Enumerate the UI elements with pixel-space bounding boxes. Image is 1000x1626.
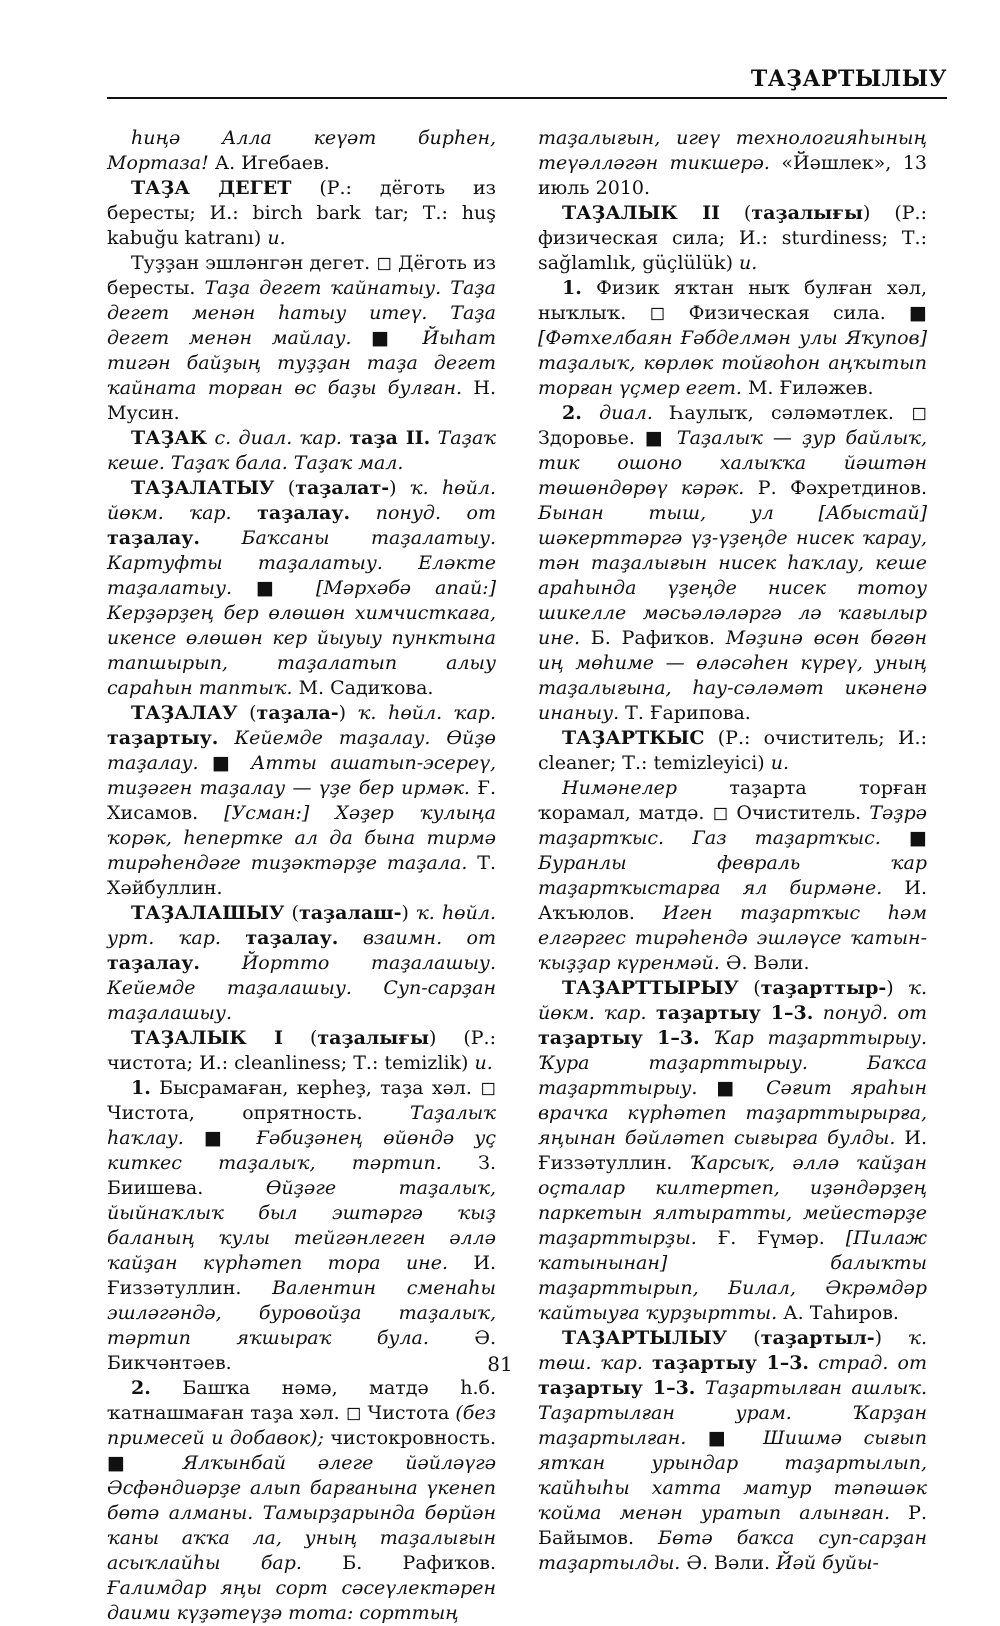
dictionary-paragraph: ТАҘА ДЕГЕТ (Р.: дёготь из бересты; И.: birch bark tar; Т.: huş kabuğu katranı) и.: [107, 177, 496, 249]
dictionary-paragraph: Нимәнелер таҙарта торған ҡорамал, матдә. ◻ Очиститель. Тәҙрә таҙартҡыс. Газ таҙартҡыс. ■ Буранлы февраль ҡар таҙартҡыстарға ял бирмәне. И. Аҡъюлов. Иген таҙартҡыс һәм елгәргес тирәһендә эшләүсе ҡатын-ҡыҙҙар күренмәй. Ә. Вәли.: [538, 777, 927, 974]
dictionary-paragraph: 1. Бысрамаған, керһеҙ, таҙа хәл. ◻ Чистота, опрятность. Таҙалыҡ һаҡлау. ■ Ғәбиҙәнең өйөндә уҫ киткес таҙалыҡ, тәртип. З. Биишева. Өйҙәге таҙалыҡ, йыйнаҡлыҡ был эштәргә ҡыҙ баланың ҡулы тейгәнлеген әллә ҡайҙан күрһәтеп тора ине. И. Ғиззәтуллин. Валентин сменаһы эшләгәндә, буровойҙа таҙалыҡ, тәртип яҡшыраҡ була. Ә. Бикчәнтәев.: [107, 1077, 497, 1374]
running-head: ТАҘАРТЫЛЫУ: [750, 66, 947, 92]
dictionary-paragraph: таҙалығын, игеү технологияһының теүәлләгән тикшерә. «Йәшлек», 13 июль 2010.: [538, 127, 927, 199]
dictionary-paragraph: 2. диал. Һаулыҡ, сәләмәтлек. ◻ Здоровье. ■ Таҙалыҡ — ҙур байлыҡ, тик ошоно халыҡҡа йәштән төшөндөрөү кәрәк. Р. Фәхретдинов. Бынан тыш, ул [Абыстай] шәкерттәргә үҙ-үҙеңде нисек ҡарау, тән таҙалығын нисек һаҡлау, кеше араһында үҙеңде нисек тотоу шикелле мәсьәләләргә лә ҡағылыр ине. Б. Рафиҡов. Мәҙинә өсөн бөгөн иң мөһиме — өләсәһен күреү, уның таҙалығына, һау-сәләмәт икәненә инаныу. Т. Ғарипова.: [538, 402, 928, 724]
dictionary-paragraph: Туҙҙан эшләнгән дегет. ◻ Дёготь из бересты. Таҙа дегет ҡайнатыу. Таҙа дегет менән һатыу итеү. Таҙа дегет менән майлау. ■ Йыһат тигән байҙың туҙҙан таҙа дегет ҡайната торған өс баҙы булған. Н. Мусин.: [107, 252, 497, 424]
page-number: 81: [487, 1352, 513, 1376]
dictionary-paragraph: һиңә Алла кеүәт бирһен, Мортаза! А. Игебаев.: [107, 127, 496, 174]
dictionary-paragraph: 2. Башҡа нәмә, матдә һ.б. ҡатнашмаған таҙа хәл. ◻ Чистота (без примесей и добавок); чистокровность. ■ Ялҡынбай әлеге йәйләүгә Әсфәндиәрҙе алып барғанына үкенеп бөтә алманы. Тамырҙарында бөрйән ҡаны аҡҡа ла, уның таҙалығын асыҡлайһы бар. Б. Рафиҡов. Ғалимдар яңы сорт сәсеүлектәрен даими күҙәтеүҙә тота: сорттың: [107, 1377, 497, 1624]
dictionary-paragraph: ТАҘАЛЫК II (таҙалығы) (Р.: физическая сила; И.: sturdiness; Т.: sağlamlık, güçlülük) и.: [538, 202, 928, 274]
dictionary-paragraph: 1. Физик яҡтан ныҡ булған хәл, ныҡлыҡ. ◻ Физическая сила. ■ [Фәтхелбаян Ғәбделмән улы Яҡупов] таҙалыҡ, көрлөк тойғоһон аңҡытып торған үҫмер егет. М. Ғиләжев.: [538, 277, 927, 399]
dictionary-paragraph: ТАҘАК с. диал. ҡар. таҙа II. Таҙаҡ кеше. Таҙаҡ бала. Таҙаҡ мал.: [107, 427, 496, 474]
dictionary-paragraph: ТАҘАРТТЫРЫУ (таҙарттыр-) ҡ. йөкм. ҡар. таҙартыу 1–3. понуд. от таҙартыу 1–3. Ҡар таҙарттырыу. Ҡура таҙарттырыу. Баҡса таҙарттырыу. ■ Сәғит яраһын врачҡа күрһәтеп таҙарттырырға, яңынан бәйләтеп сығырға булды. И. Ғиззәтуллин. Ҡарсыҡ, әллә ҡайҙан оҫталар килтертеп, иҙәндәрҙең паркетын ялтыратты, мейестәрҙе таҙарттырҙы. Ғ. Ғүмәр. [Пилаж ҡатынынан] балыҡты таҙарттырып, Билал, Әкрәмдәр ҡайтыуға ҡурҙыртты. А. Таһиров.: [538, 977, 927, 1324]
dictionary-paragraph: ТАҘАЛАТЫУ (таҙалат-) ҡ. һөйл. йөкм. ҡар. таҙалау. понуд. от таҙалау. Баҡсаны таҙалатыу. Картуфты таҙалатыу. Еләкте таҙалатыу. ■ [Мәрхәбә апай:] Керҙәрҙең бер өлөшөн химчисткаға, икенсе өлөшөн кер йыуыу пунктына тапшырып, таҙалатып алыу сараһын таптыҡ. М. Садиҡова.: [107, 477, 497, 699]
header-rule: [107, 97, 947, 99]
dictionary-paragraph: ТАҘАРТКЫС (Р.: очиститель; И.: cleaner; Т.: temizleyici) и.: [538, 727, 927, 774]
dictionary-paragraph: ТАҘАРТЫЛЫУ (таҙартыл-) ҡ. төш. ҡар. таҙартыу 1–3. страд. от таҙартыу 1–3. Таҙартылған ашлыҡ. Таҙартылған урам. Ҡарҙан таҙартылған. ■ Шишмә сығып ятҡан урындар таҙартылып, ҡайһыһы хатта матур тәпәшәк ҡойма менән уратып алынған. Р. Байымов. Бөтә баҡса суп-сарҙан таҙартылды. Ә. Вәли. Йәй буйы-: [538, 1327, 928, 1574]
dictionary-paragraph: ТАҘАЛАШЫУ (таҙалаш-) ҡ. һөйл. урт. ҡар. таҙалау. взаимн. от таҙалау. Йортто таҙалашыу. Кейемде таҙалашыу. Суп-сарҙан таҙалашыу.: [107, 902, 496, 1024]
left-column: [107, 126, 496, 1626]
dictionary-paragraph: ТАҘАЛАУ (таҙала-) ҡ. һөйл. ҡар. таҙартыу. Кейемде таҙалау. Өйҙө таҙалау. ■ Атты ашатып-эсереү, тиҙәген таҙалау — үҙе бер ирмәк. Ғ. Хисамов. [Усман:] Хәҙер ҡулыңа ҡорәк, һепертке ал да бына тирмә тирәһендәге тиҙәктәрҙе таҙала. Т. Хәйбуллин.: [107, 702, 497, 899]
dictionary-paragraph: ТАҘАЛЫК I (таҙалығы) (Р.: чистота; И.: cleanliness; Т.: temizlik) и.: [107, 1027, 496, 1074]
